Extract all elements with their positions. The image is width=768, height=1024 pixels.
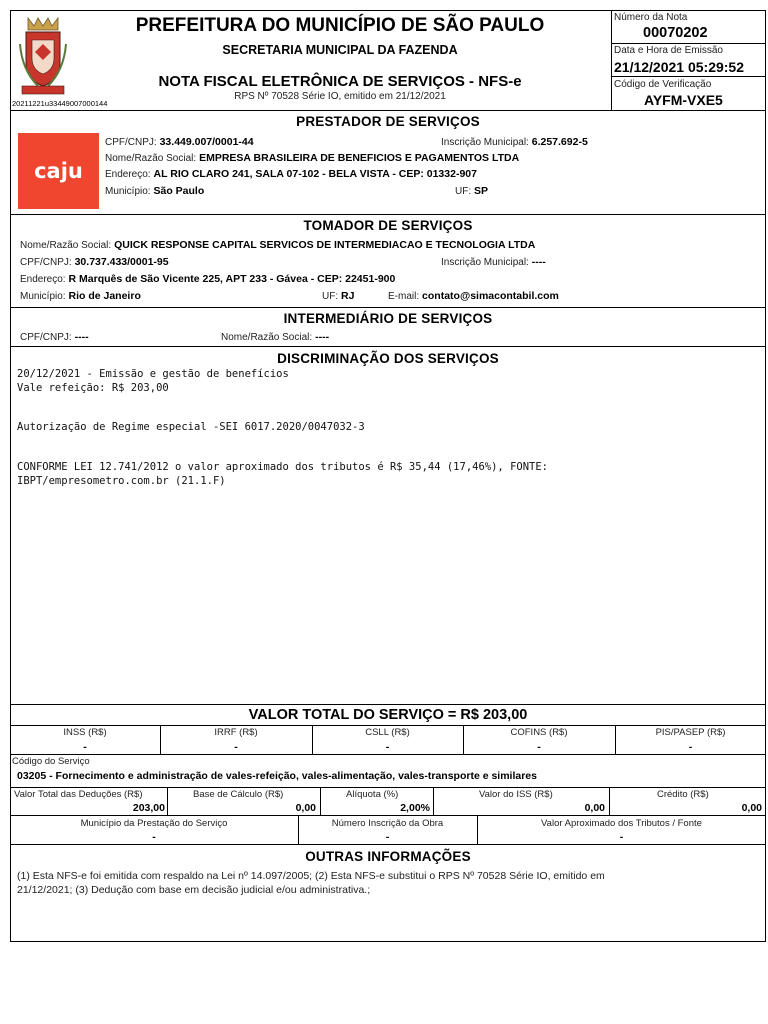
- prestador-title: PRESTADOR DE SERVIÇOS: [296, 114, 480, 129]
- prestador-cpf-value: 33.449.007/0001-44: [159, 136, 254, 148]
- numero-nota-value: 00070202: [643, 25, 708, 41]
- intermediario-title: INTERMEDIÁRIO DE SERVIÇOS: [283, 311, 493, 326]
- discriminacao-line-1: 20/12/2021 - Emissão e gestão de benefícios: [17, 368, 289, 380]
- tomador-uf-label: UF:: [322, 291, 339, 302]
- caju-logo-text: caju: [34, 159, 83, 183]
- tomador-im-label: Inscrição Municipal:: [441, 257, 529, 268]
- brasao-icon: [18, 14, 68, 96]
- intermediario-cpf-value: ----: [74, 331, 89, 343]
- prestador-im-value: 6.257.692-5: [531, 136, 588, 148]
- codigo-servico-value: 03205 - Fornecimento e administração de vales-refeição, vales-alimentação, vales-transporte e similares: [17, 770, 537, 782]
- valor-value: 0,00: [295, 802, 316, 814]
- rps-line: RPS Nº 70528 Série IO, emitido em 21/12/2021: [234, 91, 446, 102]
- discriminacao-line-4: CONFORME LEI 12.741/2012 o valor aproximado dos tributos é R$ 35,44 (17,46%), FONTE:: [17, 461, 549, 473]
- prestacao-value: -: [619, 831, 624, 843]
- prestador-municipio-label: Município:: [105, 186, 151, 197]
- codigo-verificacao-label: Código de Verificação: [614, 79, 712, 90]
- discriminacao-line-2: Vale refeição: R$ 203,00: [17, 382, 169, 394]
- tributo-value: -: [83, 741, 87, 753]
- tomador-im-value: ----: [531, 256, 546, 268]
- tomador-cpf-value: 30.737.433/0001-95: [74, 256, 169, 268]
- intermediario-nome-label: Nome/Razão Social:: [221, 332, 313, 343]
- tomador-endereco-value: R Marquês de São Vicente 225, APT 233 - Gávea - CEP: 22451-900: [68, 273, 396, 285]
- prestador-endereco-value: AL RIO CLARO 241, SALA 07-102 - BELA VISTA - CEP: 01332-907: [153, 168, 477, 180]
- tributo-label: PIS/PASEP (R$): [655, 727, 726, 738]
- tributo-value: -: [234, 741, 238, 753]
- valor-label: Alíquota (%): [346, 789, 399, 800]
- intermediario-cpf-label: CPF/CNPJ:: [20, 332, 72, 343]
- barcode-number: 20211221u33449007000144: [12, 99, 108, 108]
- prestador-cpf-label: CPF/CNPJ:: [105, 137, 157, 148]
- tributo-label: COFINS (R$): [510, 727, 568, 738]
- numero-nota-label: Número da Nota: [614, 12, 688, 23]
- valor-label: Valor do ISS (R$): [479, 789, 553, 800]
- prestador-im-label: Inscrição Municipal:: [441, 137, 529, 148]
- caju-logo: [18, 133, 99, 209]
- prestador-municipio-value: São Paulo: [153, 185, 205, 197]
- tributo-label: INSS (R$): [63, 727, 107, 738]
- valor-total-title: VALOR TOTAL DO SERVIÇO = R$ 203,00: [248, 707, 528, 723]
- outras-line-1: (1) Esta NFS-e foi emitida com respaldo na Lei nº 14.097/2005; (2) Esta NFS-e substitui o RPS Nº 70528 Série IO, emitido em: [17, 870, 605, 882]
- valor-label: Crédito (R$): [657, 789, 709, 800]
- prestador-nome-value: EMPRESA BRASILEIRA DE BENEFICIOS E PAGAMENTOS LTDA: [199, 152, 520, 164]
- valor-label: Valor Total das Deduções (R$): [14, 789, 143, 800]
- prefeitura-title: PREFEITURA DO MUNICÍPIO DE SÃO PAULO: [135, 15, 545, 36]
- intermediario-nome-value: ----: [315, 331, 330, 343]
- tributo-value: -: [537, 741, 541, 753]
- discriminacao-title: DISCRIMINAÇÃO DOS SERVIÇOS: [277, 351, 499, 366]
- tributo-label: CSLL (R$): [365, 727, 410, 738]
- data-hora-label: Data e Hora de Emissão: [614, 45, 723, 56]
- valor-value: 2,00%: [400, 802, 430, 814]
- discriminacao-line-3: Autorização de Regime especial -SEI 6017.2020/0047032-3: [17, 421, 365, 433]
- prestacao-label: Município da Prestação do Serviço: [80, 818, 228, 829]
- codigo-verificacao-value: AYFM-VXE5: [644, 92, 723, 108]
- prestacao-label: Valor Aproximado dos Tributos / Fonte: [541, 818, 702, 829]
- valor-value: 203,00: [132, 802, 165, 814]
- tomador-title: TOMADOR DE SERVIÇOS: [303, 218, 473, 233]
- tributo-value: -: [688, 741, 693, 753]
- prestador-uf-label: UF:: [455, 186, 472, 197]
- tomador-cpf-label: CPF/CNPJ:: [20, 257, 72, 268]
- codigo-servico-label: Código do Serviço: [12, 756, 90, 767]
- tomador-nome-value: QUICK RESPONSE CAPITAL SERVICOS DE INTERMEDIACAO E TECNOLOGIA LTDA: [114, 239, 536, 251]
- valor-value: 0,00: [584, 802, 605, 814]
- valor-label: Base de Cálculo (R$): [193, 789, 284, 800]
- tomador-municipio-label: Município:: [20, 291, 66, 302]
- outras-line-2: 21/12/2021; (3) Dedução com base em decisão judicial e/ou administrativa.;: [17, 884, 371, 896]
- tomador-nome-label: Nome/Razão Social:: [20, 240, 112, 251]
- tomador-email-value: contato@simacontabil.com: [422, 290, 559, 302]
- tomador-endereco-label: Endereço:: [20, 274, 66, 285]
- data-hora-value: 21/12/2021 05:29:52: [614, 59, 744, 75]
- tomador-municipio-value: Rio de Janeiro: [68, 290, 141, 302]
- tomador-uf-value: RJ: [341, 290, 355, 302]
- tributo-label: IRRF (R$): [214, 727, 258, 738]
- valor-value: 0,00: [741, 802, 762, 814]
- prestador-endereco-label: Endereço:: [105, 169, 151, 180]
- prestador-nome-label: Nome/Razão Social:: [105, 153, 197, 164]
- secretaria-title: SECRETARIA MUNICIPAL DA FAZENDA: [222, 43, 458, 57]
- nota-title: NOTA FISCAL ELETRÔNICA DE SERVIÇOS - NFS-e: [158, 73, 522, 90]
- discriminacao-line-5: IBPT/empresometro.com.br (21.1.F): [17, 475, 226, 487]
- prestacao-value: -: [152, 831, 156, 843]
- outras-title: OUTRAS INFORMAÇÕES: [305, 849, 471, 864]
- prestacao-value: -: [385, 831, 390, 843]
- prestador-uf-value: SP: [474, 185, 489, 197]
- tributo-value: -: [385, 741, 390, 753]
- prestacao-label: Número Inscrição da Obra: [331, 818, 444, 829]
- tomador-email-label: E-mail:: [388, 291, 420, 302]
- header-divider: [611, 10, 612, 110]
